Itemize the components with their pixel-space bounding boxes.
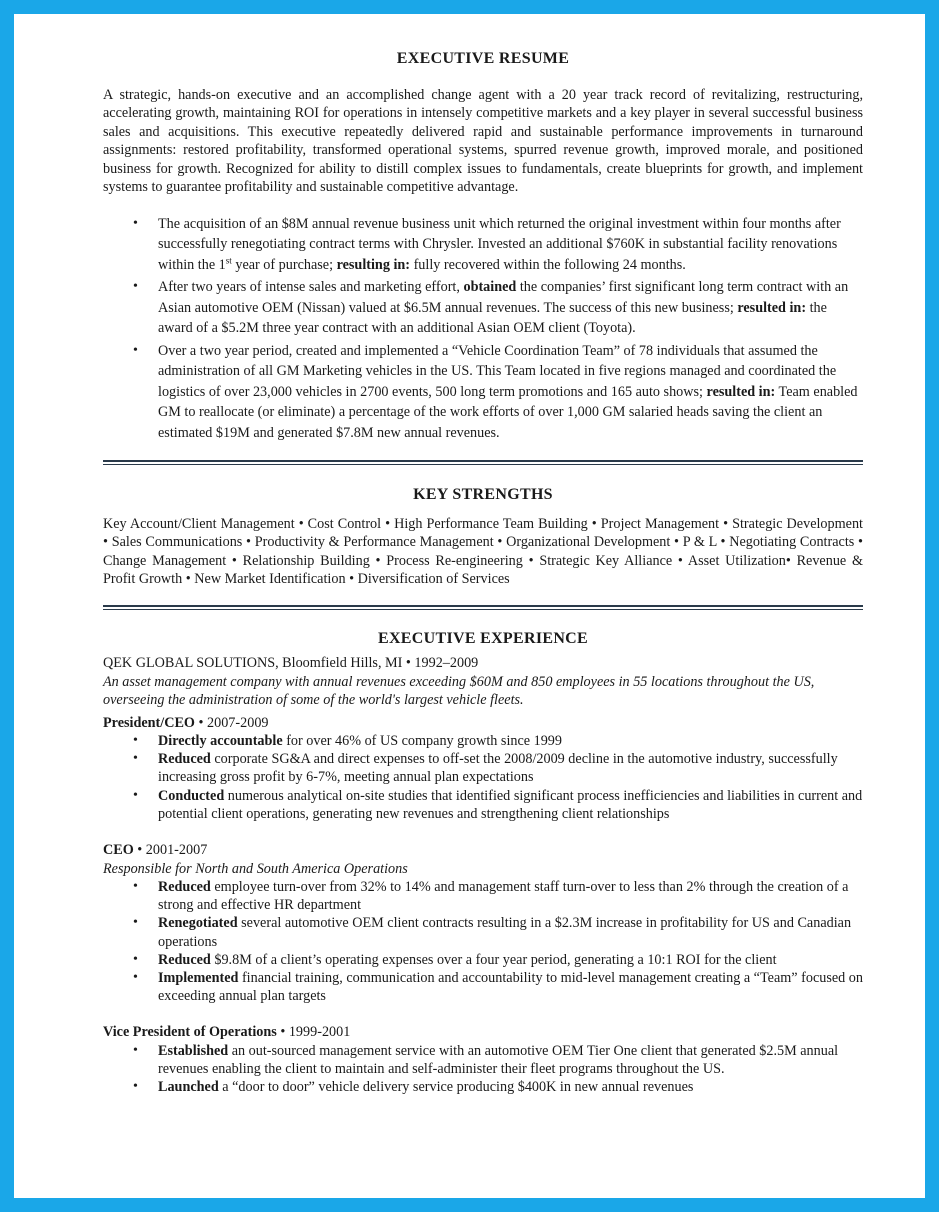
page-title: EXECUTIVE RESUME <box>396 50 570 67</box>
strengths-heading: KEY STRENGTHS <box>413 486 553 503</box>
list-item: • Established an out-sourced management service with an automotive OEM Tier One client that generated $2.5M annual revenues enabling the client to maintain and self-administer their fleet programs throughout the US. <box>158 1042 863 1078</box>
list-item: • Implemented financial training, communication and accountability to mid-level management creating a “Team” focused on exceeding annual plan targets <box>158 969 863 1005</box>
company-line: QEK GLOBAL SOLUTIONS, Bloomfield Hills, MI • 1992–2009 <box>103 655 479 671</box>
list-item: • Directly accountable for over 46% of US company growth since 1999 <box>158 732 863 750</box>
page-frame <box>14 14 925 1198</box>
list-item: • Reduced employee turn-over from 32% to 14% and management staff turn-over to less than 2% through the creation of a strong and effective HR department <box>158 878 863 914</box>
summary-paragraph: A strategic, hands-on executive and an accomplished change agent with a 20 year track record of revitalizing, restructuring, accelerating growth, maintaining ROI for operations in intensely competitive markets and a key player in several successful business sales and acquisitions. This executive repeatedly delivered rapid and sustainable performance improvements in turnaround assignments: restored profitability, transformed operational systems, spurred revenue growth, improved morale, and positioned business for growth. Recognized for ability to distill complex issues to fundamentals, create blueprints for growth, and implement systems to guarantee profitability and sustainable competitive advantage. <box>103 86 863 195</box>
achievements-list <box>103 214 863 444</box>
section-divider <box>103 460 863 462</box>
experience-heading: EXECUTIVE EXPERIENCE <box>377 629 589 647</box>
role-bullets <box>103 732 863 823</box>
role-description: Responsible for North and South America Operations <box>103 860 408 877</box>
list-item: • Reduced corporate SG&A and direct expenses to off-set the 2008/2009 decline in the automotive industry, successfully increasing gross profit by 6-7%, meeting annual plan expectations <box>158 750 863 786</box>
list-item: • The acquisition of an $8M annual revenue business unit which returned the original investment within four months after successfully renegotiating contract terms with Chrysler. Invested an additional $760K in substantial facility renovations within the 1st year of purchase; resulting in: fully recovered within the following 24 months. <box>158 214 863 276</box>
list-item: • Reduced $9.8M of a client’s operating expenses over a four year period, generating a 10:1 ROI for the client <box>158 951 863 969</box>
list-item: • Over a two year period, created and implemented a “Vehicle Coordination Team” of 78 individuals that assumed the administration of all GM Marketing vehicles in the US. This Team located in five regions managed and coordinated the logistics of over 23,000 vehicles in 2700 events, 500 long term promotions and 165 auto shows; resulted in: Team enabled GM to reallocate (or eliminate) a percentage of the work efforts of over 1,000 GM salaried heads saving the client an estimated $19M and generated $7.8M new annual revenues. <box>158 341 863 444</box>
list-item: • Launched a “door to door” vehicle delivery service producing $400K in new annual revenues <box>158 1078 863 1096</box>
role-title: CEO • 2001-2007 <box>103 842 208 859</box>
role-title: Vice President of Operations • 1999-2001 <box>103 1024 351 1041</box>
list-item: • Conducted numerous analytical on-site studies that identified significant process inefficiencies and liabilities in current and potential client operations, generating new revenues and strengthening client relationships <box>158 787 863 823</box>
role-bullets <box>103 878 863 1005</box>
role-bullets <box>103 1042 863 1097</box>
section-divider <box>103 605 863 607</box>
resume-document <box>103 14 863 1097</box>
list-item: • After two years of intense sales and marketing effort, obtained the companies’ first significant long term contract with an Asian automotive OEM (Nissan) valued at $6.5M annual revenues. The success of this new business; resulted in: the award of a $5.2M three year contract with an additional Asian OEM client (Toyota). <box>158 277 863 339</box>
company-description: An asset management company with annual revenues exceeding $60M and 850 employees in 55 locations throughout the US, overseeing the administration of some of the world's largest vehicle fleets. <box>103 673 815 708</box>
list-item: • Renegotiated several automotive OEM client contracts resulting in a $2.3M increase in profitability for US and Canadian operations <box>158 914 863 950</box>
strengths-text: Key Account/Client Management • Cost Control • High Performance Team Building • Project Management • Strategic Development • Sales Communications • Productivity & Performance Management • Organizational Development • P & L • Negotiating Contracts • Change Management • Relationship Building • Process Re-engineering • Strategic Key Alliance • Asset Utilization• Revenue & Profit Growth • New Market Identification • Diversification of Services <box>103 515 863 587</box>
role-title: President/CEO • 2007-2009 <box>103 714 269 731</box>
